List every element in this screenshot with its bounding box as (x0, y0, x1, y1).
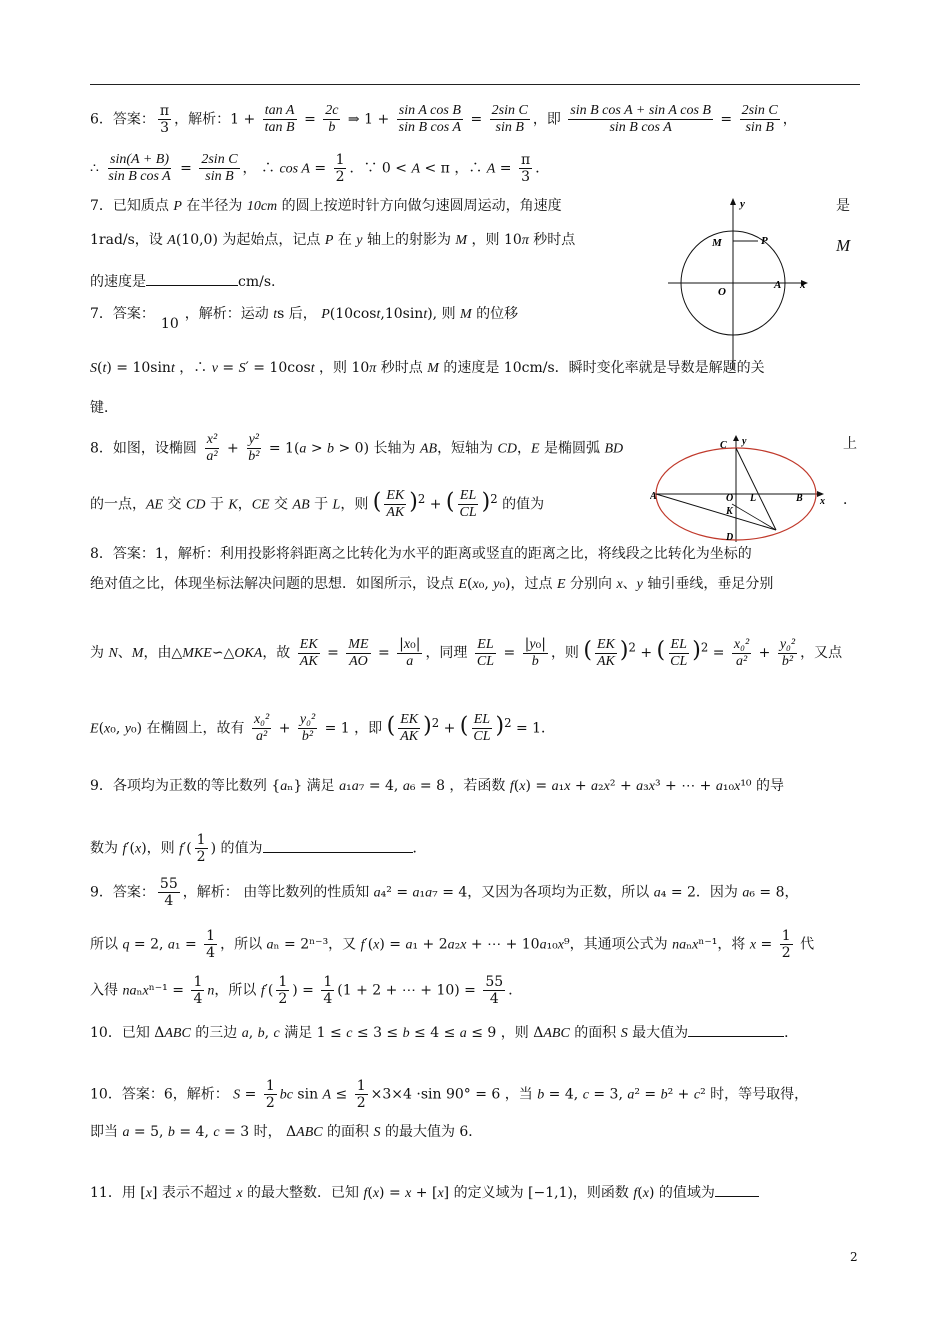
text-line: 所以 q = 2, a₁ = $\frac{1}{4}$ ，所以 aₙ = 2ⁿ⁻³，又 f′(x) = a₁ + 2a₂x + ⋯ + 10a₁₀x⁹，其通项公式为 naₙxⁿ⁻¹，将 x = $\frac{1}{2}$ 代 (90, 928, 815, 962)
text-line: 即当 a = 5, b = 4, c = 3 时， ΔABC 的面积 S 的最大值为 6． (90, 1124, 483, 1140)
ellipse-figure (650, 432, 830, 544)
y-arrow (730, 198, 736, 205)
label-c: C (720, 440, 727, 451)
label-p: P (761, 235, 768, 247)
text-line: 9．答案： $\frac{55}{4}$ ，解析： 由等比数列的性质知 a₄² = a₁a₇ = 4，又因为各项均为正数，所以 a₄ = 2．因为 a₆ = 8， (90, 876, 799, 910)
label-d: D (726, 532, 734, 543)
label-o: O (718, 286, 726, 298)
label-k: K (726, 506, 733, 517)
text-line: 10．已知 ΔABC 的三边 a, b, c 满足 1 ≤ c ≤ 3 ≤ b ≤ 4 ≤ a ≤ 9 ，则 ΔABC 的面积 S 最大值为 ． (90, 1025, 799, 1041)
label-x: x (820, 496, 825, 507)
text-line: ∴ $\frac{\sin(A + B)}{\text{sin B cos A}}$ = $\frac{\text{2sin C}}{\text{sin B}}$ ， ∴ cos A = $\frac{1}{2}$ ．∵ 0 < A < π ，∴ A = $\frac{\pi}{3}$ ． (90, 152, 550, 186)
label-a: A (650, 491, 657, 502)
page-number: 2 (850, 1250, 858, 1264)
text-line: ． (843, 492, 857, 508)
segment-ae (656, 494, 776, 530)
text-line: 的速度是 cm/s. (90, 274, 276, 290)
label-a: A (774, 279, 782, 291)
text-line: 是 (836, 198, 850, 214)
text-line: M (836, 236, 851, 255)
text-line: 7．答案：10，解析：运动 ts 后， P(10cost,10sint), 则 M 的位移 (90, 306, 519, 332)
y-arrow (733, 435, 739, 441)
label-l: L (750, 493, 757, 504)
text-line: 绝对值之比，体现坐标法解决问题的思想．如图所示，设点 E(x₀, y₀)，过点 E 分别向 x、y 轴引垂线，垂足分别 (90, 576, 774, 592)
text-line: 8．答案：1，解析：利用投影将斜距离之比转化为水平的距离或竖直的距离之比，将线段之比转化为坐标的 (90, 546, 752, 562)
text-line: 数为 f′(x)，则 f′( $\frac{1}{2}$ ) 的值为 ． (90, 832, 427, 866)
text-line: 1rad/s，设 A(10,0) 为起始点，记点 P 在 y 轴上的射影为 M ，则 10π 秒时点 (90, 232, 576, 248)
text-line: 上 (843, 436, 857, 452)
text-line: 7．已知质点 P 在半径为 10cm 的圆上按逆时针方向做匀速圆周运动，角速度 (90, 198, 562, 214)
label-y: y (742, 436, 747, 447)
circle-figure (660, 195, 820, 375)
label-x: x (800, 279, 806, 291)
text-line: 键． (90, 400, 118, 416)
text-line: S(t) = 10sint ，∴ v = S′ = 10cost ，则 10π 秒时点 M 的速度是 10cm/s．瞬时变化率就是导数是解题的关 (90, 360, 765, 376)
text-line: E(x₀, y₀) 在椭圆上，故有 $\frac{\text{x₀²}}{\text{a²}}$ + $\frac{\text{y₀²}}{\text{b²}}$ = 1 ，即 ( $\frac{EK}{AK}$ )$^2$ + ( $\frac{EL}{CL}$ )$^2$ = 1． (90, 712, 556, 745)
text-line: 11．用 [x] 表示不超过 x 的最大整数．已知 f(x) = x + [x] 的定义域为 [−1,1)，则函数 f(x) 的值域为 (90, 1184, 759, 1203)
text-line: 6．答案： $\frac{\pi}{3}$ ，解析：1 + $\frac{\text{tan A}}{\text{tan B}}$ = $\frac{2c}{b}$ ⇒ 1 + $\frac{\text{sin A cos B}}{\text{sin B cos A}}$ = $\frac{\text{2sin C}}{\text{sin B}}$ ，即 $\frac{\text{sin B cos A + sin A cos B}}{\text{sin B cos A}}$ = $\frac{\text{2sin C}}{\text{sin B}}$ ， (90, 103, 797, 137)
label-o: O (726, 493, 734, 504)
segment-ce (736, 448, 776, 530)
text-line: 8．如图，设椭圆 $\frac{\text{x²}}{\text{a²}}$ + $\frac{\text{y²}}{\text{b²}}$ = 1(a > b > 0) 长轴为 AB，短轴为 CD，E 是椭圆弧 BD (90, 432, 624, 465)
label-b: B (796, 493, 803, 504)
text-line: 的一点，AE 交 CD 于 K，CE 交 AB 于 L，则 ( $\frac{EK}{AK}$ )$^2$ + ( $\frac{EL}{CL}$ )$^2$ 的值为 (90, 488, 545, 521)
label-y: y (740, 198, 745, 210)
label-m: M (712, 237, 722, 249)
text-line: 10．答案：6，解析： S = $\frac{1}{2}$ bc sin A ≤ $\frac{1}{2}$ ×3×4 ·sin 90° = 6 ，当 b = 4, c = 3, a² = b² + c² 时，等号取得， (90, 1078, 809, 1112)
text-line: 为 N、M，由△MKE∽△OKA，故 $\frac{EK}{AK}$ = $\frac{ME}{AO}$ = $\frac{\text{|x₀|}}{a}$ ，同理 $\frac{EL}{CL}$ = $\frac{\text{|y₀|}}{b}$ ，则 ( $\frac{EK}{AK}$ )$^2$ + ( $\frac{EL}{CL}$ )$^2$ = $\frac{\text{x₀²}}{\text{a²}}$ + $\frac{\text{y₀²}}{\text{b²}}$ ，又点 (90, 636, 843, 670)
text-line: 入得 naₙxⁿ⁻¹ = $\frac{1}{4}$ n，所以 f′( $\frac{1}{2}$ ) = $\frac{1}{4}$ (1 + 2 + ⋯ + 10) = $\frac{55}{4}$ ． (90, 974, 523, 1008)
text-line: 9．各项均为正数的等比数列 {aₙ} 满足 a₁a₇ = 4, a₆ = 8 ，若函数 f(x) = a₁x + a₂x² + a₃x³ + ⋯ + a₁₀x¹⁰ 的导 (90, 778, 784, 794)
header-rule (90, 84, 860, 85)
